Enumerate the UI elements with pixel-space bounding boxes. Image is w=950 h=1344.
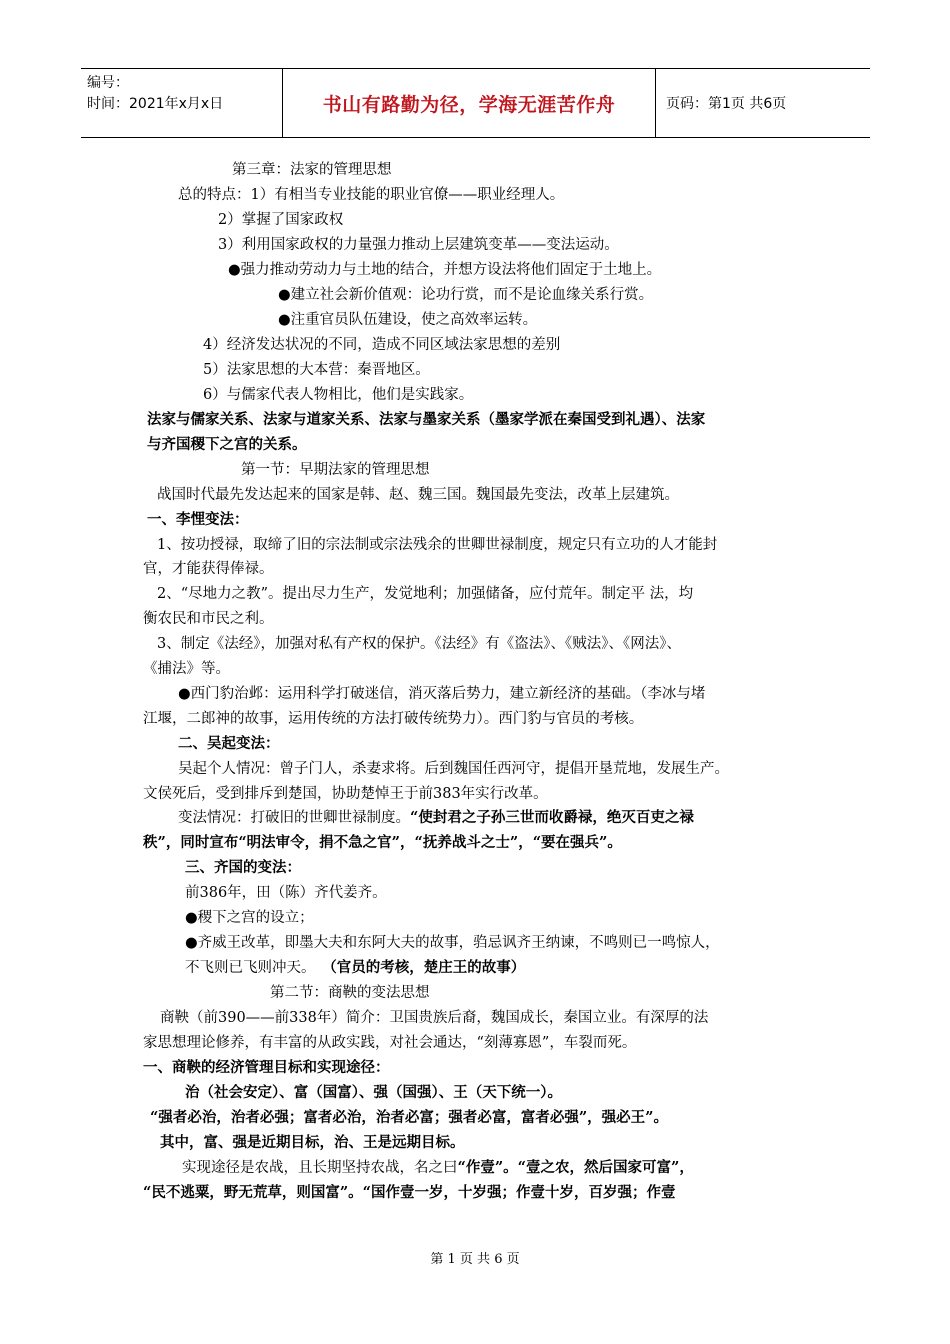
bold-line: “民不逃粟，野无荒草，则国富”。“国作壹一岁，十岁强；作壹十岁，百岁强；作壹 — [143, 1184, 676, 1201]
bullet-line: ●西门豹治邺：运用科学打破迷信，消灭落后势力，建立新经济的基础。（李冰与堵 — [178, 686, 706, 702]
text-line: 江堰，二郎神的故事，运用传统的方法打破传统势力）。西门豹与官员的考核。 — [143, 711, 644, 727]
text-line: 《捕法》等。 — [143, 661, 230, 677]
bold-line: 治（社会安定）、富（国富）、强（国强）、王（天下统一）。 — [185, 1084, 562, 1101]
subsection-heading: 二、吴起变法： — [178, 735, 280, 752]
header-left-cell — [81, 69, 282, 137]
text-line: 衡农民和市民之利。 — [143, 611, 274, 627]
text-line: 文侯死后，受到排斥到楚国，协助楚悼王于前383年实行改革。 — [143, 786, 548, 802]
bold-line: 与齐国稷下之宫的关系。 — [147, 436, 307, 453]
bullet-line: ●稷下之宫的设立； — [185, 910, 314, 926]
number-label: 编号： — [87, 75, 129, 91]
text-run: 实现途径是农战，且长期坚持农战，名之曰 — [182, 1160, 458, 1176]
text-line: 总的特点：1）有相当专业技能的职业官僚——职业经理人。 — [178, 187, 565, 203]
text-line: 4）经济发达状况的不同，造成不同区域法家思想的差别 — [203, 337, 561, 353]
text-line: 战国时代最先发达起来的国家是韩、赵、魏三国。魏国最先变法，改革上层建筑。 — [157, 487, 679, 503]
header-page-label: 页码：第1页 共6页 — [666, 96, 787, 112]
bullet-line: ●强力推动劳动力与土地的结合，并想方设法将他们固定于土地上。 — [228, 262, 662, 278]
text-line: 吴起个人情况：曾子门人，杀妻求将。后到魏国任西河守，提倡开垦荒地，发展生产。 — [178, 761, 729, 777]
text-line: 1、按功授禄，取缔了旧的宗法制或宗法残余的世卿世禄制度，规定只有立功的人才能封 — [157, 537, 718, 553]
text-line: 5）法家思想的大本营：秦晋地区。 — [203, 362, 430, 378]
text-line — [182, 1158, 694, 1178]
bullet-line: ●建立社会新价值观：论功行赏，而不是论血缘关系行赏。 — [278, 287, 654, 303]
bold-line: 秩”，同时宣布“明法审令，捐不急之官”，“抚养战斗之士”，“要在强兵”。 — [143, 834, 622, 851]
text-line: 3、制定《法经》，加强对私有产权的保护。《法经》有《盗法》、《贼法》、《网法》、 — [157, 636, 681, 652]
text-line — [178, 808, 694, 828]
text-line: 家思想理论修养，有丰富的从政实践，对社会通达，“刻薄寡恩”，车裂而死。 — [143, 1035, 637, 1051]
section-title: 第二节：商鞅的变法思想 — [270, 985, 430, 1001]
bold-line: 法家与儒家关系、法家与道家关系、法家与墨家关系（墨家学派在秦国受到礼遇）、法家 — [147, 411, 706, 428]
text-line: 前386年，田（陈）齐代姜齐。 — [185, 885, 387, 901]
chapter-title: 第三章：法家的管理思想 — [232, 162, 392, 178]
text-line: 3）利用国家政权的力量强力推动上层建筑变革——变法运动。 — [218, 237, 619, 253]
text-line: 官，才能获得俸禄。 — [143, 561, 274, 577]
subsection-heading: 三、齐国的变法： — [185, 859, 301, 876]
text-line: 2、“尽地力之教”。提出尽力生产，发觉地利；加强储备，应付荒年。制定平 法，均 — [157, 586, 694, 602]
bold-line: 其中，富、强是近期目标，治、王是远期目标。 — [160, 1134, 465, 1151]
bold-quote: “作壹”。“壹之农，然后国家可富”， — [457, 1159, 694, 1176]
page-header-table — [81, 68, 870, 138]
date-label: 时间：2021年x月x日 — [87, 96, 224, 112]
bullet-line: ●注重官员队伍建设，使之高效率运转。 — [278, 312, 538, 328]
bold-line: “强者必治，治者必强；富者必治，治者必富；强者必富，富者必强”，强必王”。 — [150, 1109, 669, 1126]
text-run: 不飞则已飞则冲天。 — [185, 960, 316, 976]
bold-note: （官员的考核，楚庄王的故事） — [329, 959, 526, 976]
subsection-heading: 一、李悝变法： — [147, 511, 249, 528]
text-run: 变法情况：打破旧的世卿世禄制度。 — [178, 810, 410, 826]
text-line: 2）掌握了国家政权 — [218, 212, 344, 228]
page-footer: 第 1 页 共 6 页 — [430, 1252, 520, 1267]
text-line: 商鞅（前390——前338年）简介：卫国贵族后裔，魏国成长，秦国立业。有深厚的法 — [160, 1010, 709, 1026]
text-line — [185, 958, 525, 978]
header-motto: 书山有路勤为径，学海无涯苦作舟 — [282, 69, 656, 137]
bullet-line: ●齐威王改革，即墨大夫和东阿大夫的故事，驺忌讽齐王纳谏，不鸣则已一鸣惊人， — [185, 935, 720, 951]
bold-quote: “使封君之子孙三世而收爵禄，绝灭百吏之禄 — [410, 809, 694, 826]
text-line: 6）与儒家代表人物相比，他们是实践家。 — [203, 387, 474, 403]
subsection-heading: 一、商鞅的经济管理目标和实现途径： — [143, 1059, 390, 1076]
section-title: 第一节：早期法家的管理思想 — [241, 462, 430, 478]
